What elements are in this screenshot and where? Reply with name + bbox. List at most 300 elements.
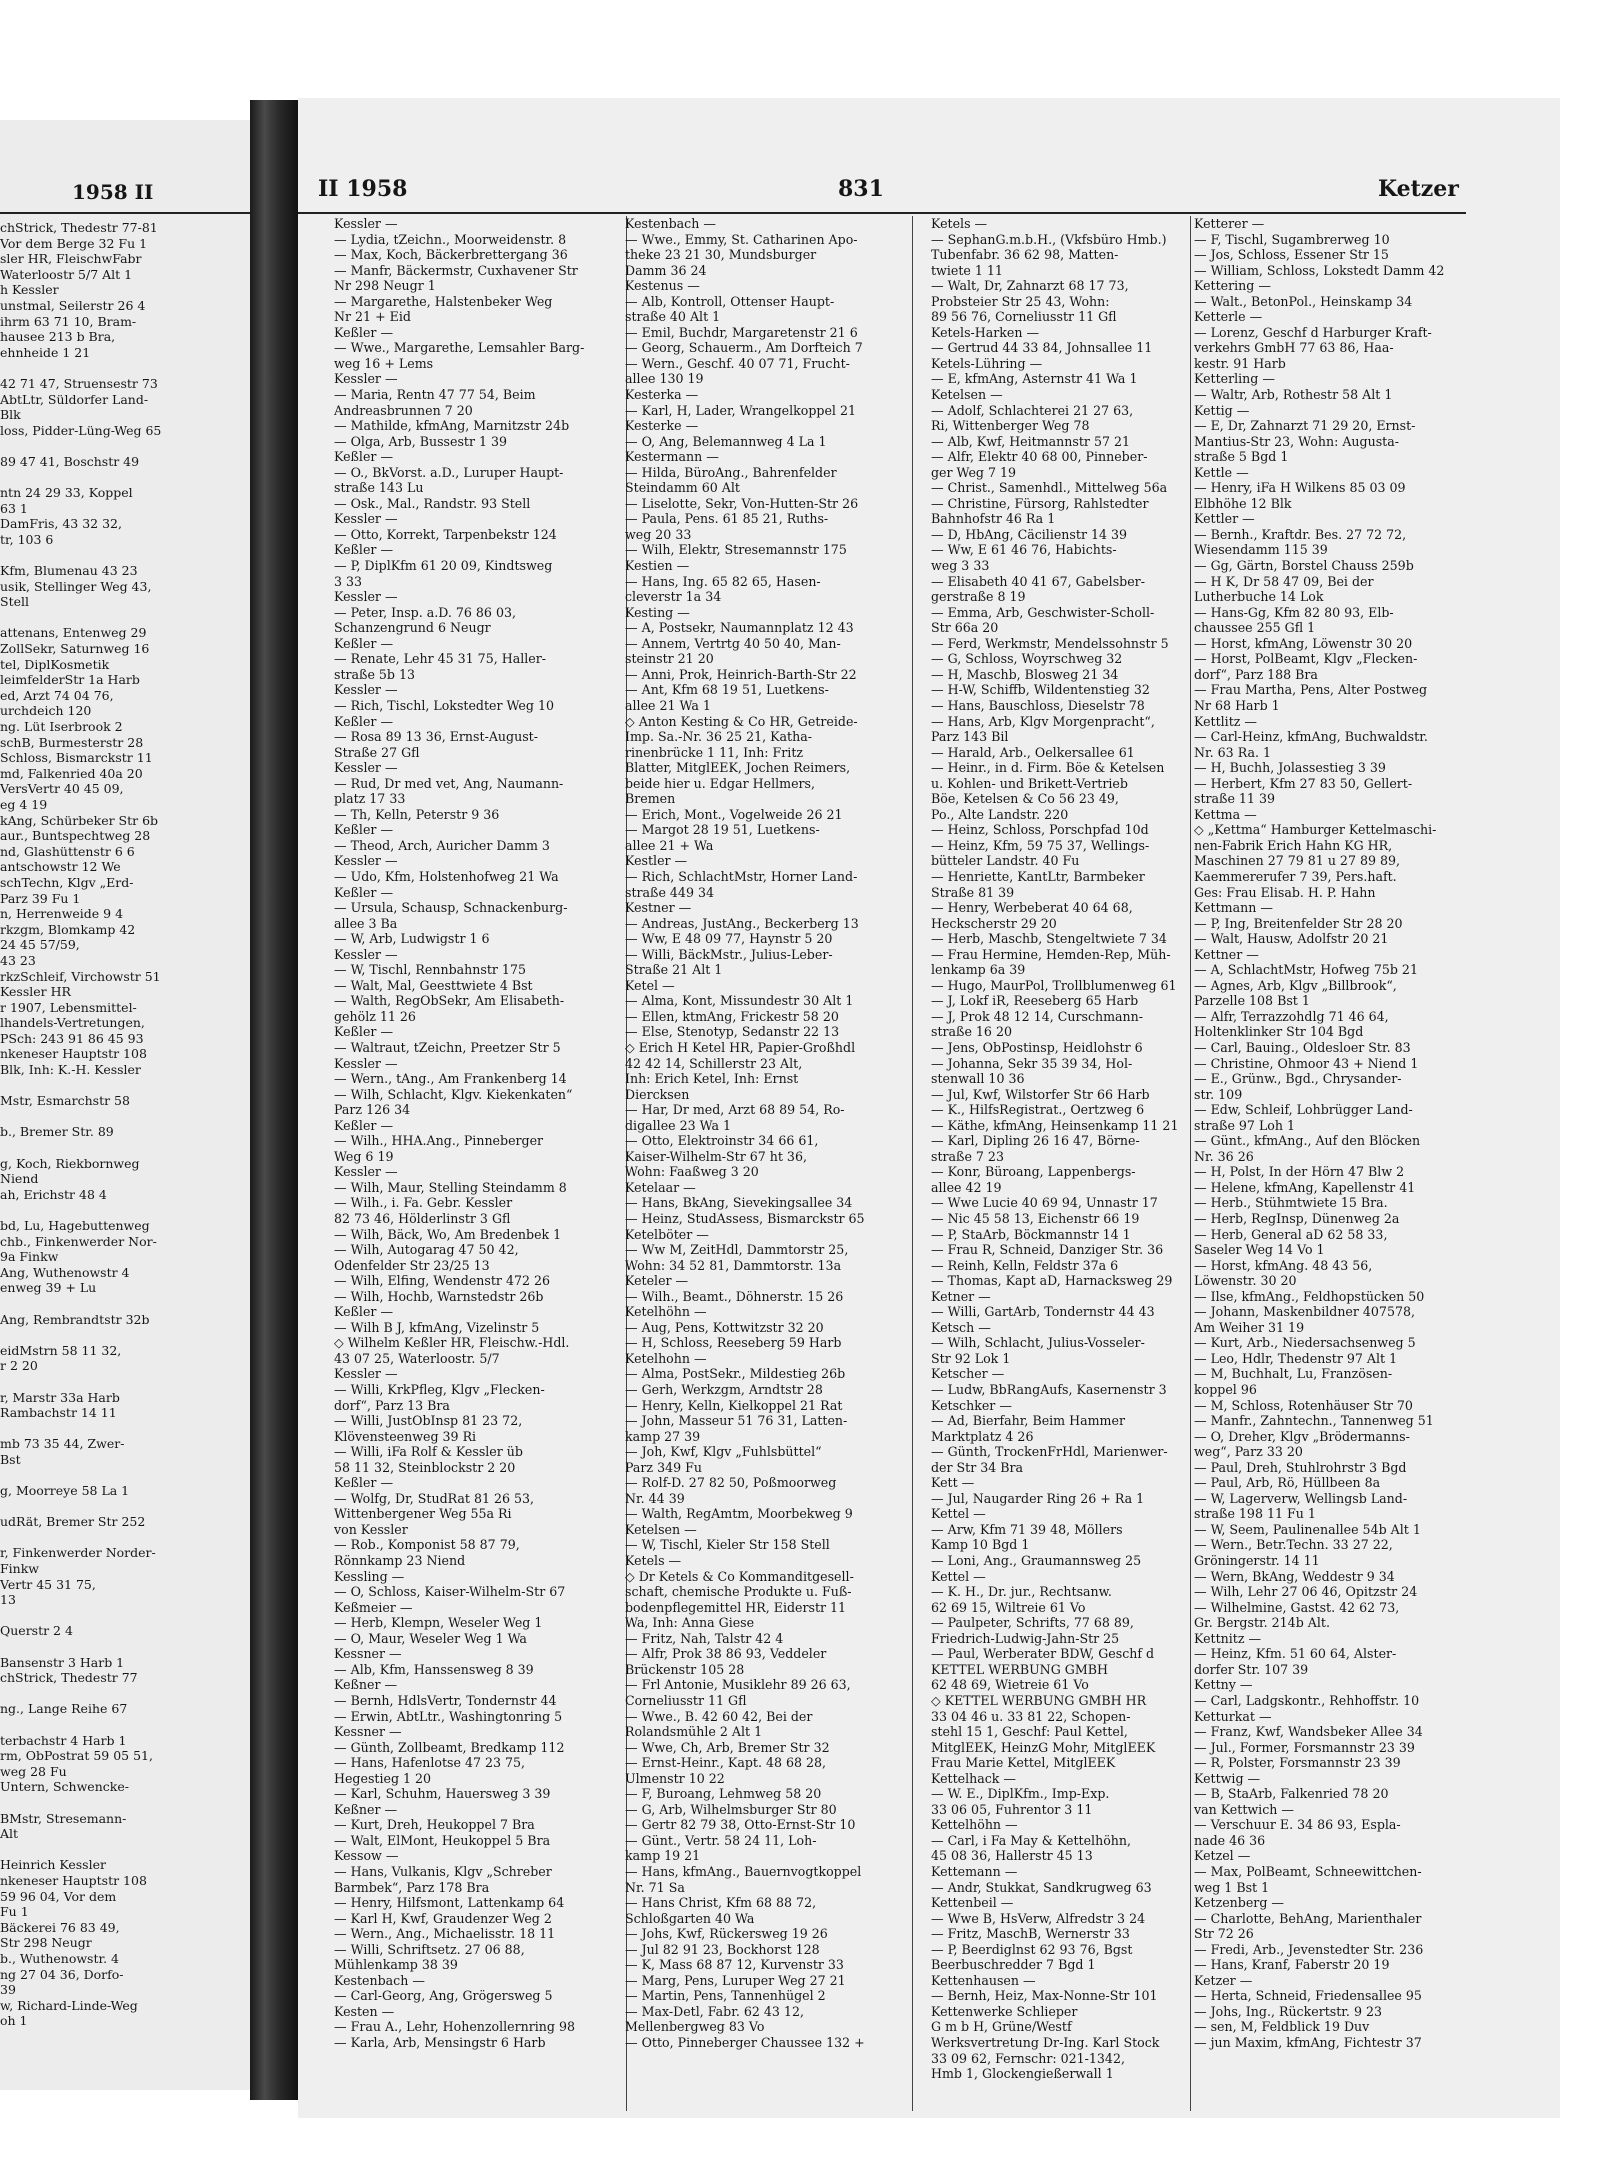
directory-line: enweg 39 + Lu xyxy=(0,1280,97,1296)
directory-line: Kestler — xyxy=(625,853,688,869)
directory-line: — Ferd, Werkmstr, Mendelssohnstr 5 xyxy=(931,635,1169,651)
directory-line: loss, Pidder-Lüng-Weg 65 xyxy=(0,422,162,438)
directory-line: — Jul., Former, Forsmannstr 23 39 xyxy=(1194,1739,1415,1755)
directory-line: — P, StaArb, Böckmannstr 14 1 xyxy=(931,1226,1131,1242)
directory-line: — Walth, RegAmtm, Moorbekweg 9 xyxy=(625,1506,853,1522)
directory-line: Kessler — xyxy=(334,682,398,698)
directory-line: Rolandsmühle 2 Alt 1 xyxy=(625,1724,763,1740)
directory-line: Löwenstr. 30 20 xyxy=(1194,1273,1297,1289)
directory-line: — Walt., BetonPol., Heinskamp 34 xyxy=(1194,293,1413,309)
directory-line: Kettelhöhn — xyxy=(931,1817,1018,1833)
directory-line: — Andreas, JustAng., Beckerberg 13 xyxy=(625,915,859,931)
directory-line: terbachstr 4 Harb 1 xyxy=(0,1732,127,1748)
directory-line: Nr. 71 Sa xyxy=(625,1879,685,1895)
directory-line: — Wilh., i. Fa. Gebr. Kessler xyxy=(334,1195,513,1211)
directory-line: platz 17 33 xyxy=(334,791,406,807)
directory-line: Kettenbeil — xyxy=(931,1895,1014,1911)
directory-line: allee 21 Wa 1 xyxy=(625,697,711,713)
directory-line: — Frl Antonie, Musiklehr 89 26 63, xyxy=(625,1677,851,1693)
directory-line: — H, Buchh, Jolassestieg 3 39 xyxy=(1194,760,1386,776)
directory-line: weg 1 Bst 1 xyxy=(1194,1879,1270,1895)
directory-line: — Horst, kfmAng, Löwenstr 30 20 xyxy=(1194,635,1413,651)
directory-line: — Ursula, Schausp, Schnackenburg- xyxy=(334,900,568,916)
directory-line: — Christ., Samenhdl., Mittelweg 56a xyxy=(931,480,1168,496)
directory-line: — W, Tischl, Rennbahnstr 175 xyxy=(334,962,526,978)
directory-line: — K., HilfsRegistrat., Oertzweg 6 xyxy=(931,1102,1145,1118)
directory-line: Rambachstr 14 11 xyxy=(0,1405,117,1421)
directory-line: Blk, Inh: K.-H. Kessler xyxy=(0,1062,141,1078)
directory-line: r, Finkenwerder Norder- xyxy=(0,1545,156,1561)
directory-line: Bäckerei 76 83 49, xyxy=(0,1919,120,1935)
directory-line: — Herb, Maschb, Stengeltwiete 7 34 xyxy=(931,931,1167,947)
directory-line: ah, Erichstr 48 4 xyxy=(0,1186,107,1202)
directory-line: — Frau Hermine, Hemden-Rep, Müh- xyxy=(931,946,1171,962)
directory-line: — Wwe, Ch, Arb, Bremer Str 32 xyxy=(625,1739,830,1755)
directory-line: Str 92 Lok 1 xyxy=(931,1350,1011,1366)
directory-line: — E, kfmAng, Asternstr 41 Wa 1 xyxy=(931,371,1138,387)
directory-line: — Helene, kfmAng, Kapellenstr 41 xyxy=(1194,1179,1416,1195)
directory-line: — Günth, TrockenFrHdl, Marienwer- xyxy=(931,1444,1168,1460)
directory-line: — Gertrud 44 33 84, Johnsallee 11 xyxy=(931,340,1153,356)
directory-line: — Horst, PolBeamt, Klgv „Flecken- xyxy=(1194,651,1418,667)
directory-line xyxy=(0,1296,245,1312)
directory-line: — Herbert, Kfm 27 83 50, Gellert- xyxy=(1194,775,1413,791)
directory-line: dorfer Str. 107 39 xyxy=(1194,1661,1309,1677)
directory-line: — Frau A., Lehr, Hohenzollernring 98 xyxy=(334,2019,575,2035)
directory-line xyxy=(0,1499,245,1515)
directory-line: Ketelhöhn — xyxy=(625,1304,707,1320)
directory-line: Ketterling — xyxy=(1194,371,1275,387)
directory-line: straße 449 34 xyxy=(625,884,714,900)
directory-line: ed, Arzt 74 04 76, xyxy=(0,687,114,703)
directory-line: rkzgm, Blomkamp 42 xyxy=(0,921,136,937)
directory-line: Parz 349 Fu xyxy=(625,1459,702,1475)
directory-line: — Heinr., in d. Firm. Böe & Ketelsen xyxy=(931,760,1165,776)
directory-line: dorf“, Parz 13 Bra xyxy=(334,1397,450,1413)
directory-line: twiete 1 11 xyxy=(931,262,1003,278)
directory-line: r, Marstr 33a Harb xyxy=(0,1389,120,1405)
page-header xyxy=(298,168,1466,214)
left-page-header xyxy=(0,172,250,214)
directory-line: weg 28 Fu xyxy=(0,1763,67,1779)
directory-line: Ketzenberg — xyxy=(1194,1895,1284,1911)
directory-line xyxy=(0,1686,245,1702)
directory-line: — Else, Stenotyp, Sedanstr 22 13 xyxy=(625,1024,840,1040)
directory-line: — Alb, Kwf, Heitmannstr 57 21 xyxy=(931,433,1130,449)
directory-line: Kessler HR xyxy=(0,984,71,1000)
directory-line: — Kurt, Arb., Niedersachsenweg 5 xyxy=(1194,1335,1416,1351)
directory-line: weg 16 + Lems xyxy=(334,355,434,371)
directory-column-3 xyxy=(931,216,1221,2082)
directory-line: Kessow — xyxy=(334,1848,399,1864)
directory-line: — R, Polster, Forsmannstr 23 39 xyxy=(1194,1755,1401,1771)
directory-line: Blk xyxy=(0,407,21,423)
directory-line: Ketels-Lühring — xyxy=(931,355,1043,371)
directory-line: — Ad, Bierfahr, Beim Hammer xyxy=(931,1413,1125,1429)
directory-line: Keßler — xyxy=(334,1117,394,1133)
directory-line: Kettmann — xyxy=(1194,900,1273,916)
directory-line: — Henry, Kelln, Kielkoppel 21 Rat xyxy=(625,1397,843,1413)
directory-line: Andreasbrunnen 7 20 xyxy=(334,402,473,418)
directory-line: — Bernh, Heiz, Max-Nonne-Str 101 xyxy=(931,1988,1158,2004)
page-number: 831 xyxy=(838,176,884,202)
directory-line: bodenpflegemittel HR, Eiderstr 11 xyxy=(625,1599,847,1615)
directory-line: — Alma, PostSekr., Mildestieg 26b xyxy=(625,1366,846,1382)
directory-line: Ketelaar — xyxy=(625,1179,696,1195)
directory-line: — O, Ang, Belemannweg 4 La 1 xyxy=(625,433,827,449)
directory-line: Kessler — xyxy=(334,511,398,527)
directory-line: — Henry, iFa H Wilkens 85 03 09 xyxy=(1194,480,1406,496)
directory-line: nen-Fabrik Erich Hahn KG HR, xyxy=(1194,837,1393,853)
directory-line: — Henry, Werbeberat 40 64 68, xyxy=(931,900,1133,916)
directory-line: Damm 36 24 xyxy=(625,262,707,278)
directory-line xyxy=(0,360,245,376)
directory-line: — Jul, Kwf, Wilstorfer Str 66 Harb xyxy=(931,1086,1150,1102)
directory-line: Kessler — xyxy=(334,216,398,231)
directory-line: — P, Beerdiglnst 62 93 76, Bgst xyxy=(931,1941,1133,1957)
directory-line: — D, HbAng, Cäcilienstr 14 39 xyxy=(931,526,1128,542)
directory-line: — Wwe B, HsVerw, Alfredstr 3 24 xyxy=(931,1910,1146,1926)
directory-line: Kessler — xyxy=(334,760,398,776)
directory-line: Schanzengrund 6 Neugr xyxy=(334,620,491,636)
directory-line: — Olga, Arb, Bussestr 1 39 xyxy=(334,433,508,449)
directory-line: — Johs, Ing., Rückertstr. 9 23 xyxy=(1194,2003,1382,2019)
directory-line: Schloss, Bismarckstr 11 xyxy=(0,750,153,766)
directory-line: 43 07 25, Waterloostr. 5/7 xyxy=(334,1350,500,1366)
directory-line: straße 40 Alt 1 xyxy=(625,309,721,325)
directory-line: — Wern., Ang., Michaelisstr. 18 11 xyxy=(334,1926,556,1942)
directory-line: 58 11 32, Steinblockstr 2 20 xyxy=(334,1459,516,1475)
directory-line: Elbhöhe 12 Blk xyxy=(1194,495,1292,511)
directory-line: Keßler — xyxy=(334,635,394,651)
directory-line: Keßler — xyxy=(334,1304,394,1320)
directory-line: weg“, Parz 33 20 xyxy=(1194,1444,1303,1460)
directory-line: — Johann, Maskenbildner 407578, xyxy=(1194,1304,1415,1320)
directory-line: Kesten — xyxy=(334,2003,395,2019)
directory-line: leimfelderStr 1a Harb xyxy=(0,672,140,688)
directory-line xyxy=(0,1374,245,1390)
directory-line: — Ellen, ktmAng, Frickestr 58 20 xyxy=(625,1008,839,1024)
directory-line: Hmb 1, Glockengießerwall 1 xyxy=(931,2066,1114,2082)
directory-line: — W. E., DiplKfm., Imp-Exp. xyxy=(931,1786,1110,1802)
directory-line: — sen, M, Feldblick 19 Duv xyxy=(1194,2019,1370,2035)
directory-line: — Jos, Schloss, Essener Str 15 xyxy=(1194,247,1389,263)
directory-line: — Martin, Pens, Tannenhügel 2 xyxy=(625,1988,826,2004)
directory-line: Böe, Ketelsen & Co 56 23 49, xyxy=(931,791,1119,807)
directory-line: — Franz, Kwf, Wandsbeker Allee 34 xyxy=(1194,1724,1423,1740)
directory-line: — Ludw, BbRangAufs, Kasernenstr 3 xyxy=(931,1382,1167,1398)
directory-line: kestr. 91 Harb xyxy=(1194,355,1286,371)
directory-line: — Henriette, KantLtr, Barmbeker xyxy=(931,868,1145,884)
directory-line: — Erwin, AbtLtr., Washingtonring 5 xyxy=(334,1708,563,1724)
directory-line: Ketel — xyxy=(625,977,675,993)
directory-line xyxy=(0,1078,245,1094)
directory-line: Ang, Rembrandtstr 32b xyxy=(0,1311,150,1327)
directory-line: allee 130 19 xyxy=(625,371,704,387)
directory-line: Heinrich Kessler xyxy=(0,1857,106,1873)
directory-line: 3 33 xyxy=(334,573,363,589)
directory-line: — Heinz, Kfm. 51 60 64, Alster- xyxy=(1194,1646,1397,1662)
directory-line: rkzSchleif, Virchowstr 51 xyxy=(0,968,161,984)
directory-line: Straße 21 Alt 1 xyxy=(625,962,723,978)
directory-line: Kessling — xyxy=(334,1568,405,1584)
directory-line: Probsteier Str 25 43, Wohn: xyxy=(931,293,1110,309)
directory-line: aur., Buntspechtweg 28 xyxy=(0,828,151,844)
directory-line: — Gg, Gärtn, Borstel Chauss 259b xyxy=(1194,558,1414,574)
directory-line: Kamp 10 Bgd 1 xyxy=(931,1537,1030,1553)
directory-line: — Har, Dr med, Arzt 68 89 54, Ro- xyxy=(625,1102,845,1118)
directory-line: steinstr 21 20 xyxy=(625,651,714,667)
directory-line: Kettma — xyxy=(1194,806,1257,822)
directory-line: Saseler Weg 14 Vo 1 xyxy=(1194,1242,1325,1258)
book-gutter xyxy=(250,100,298,2100)
directory-line: — Lorenz, Geschf d Harburger Kraft- xyxy=(1194,324,1432,340)
directory-line: ◇ Dr Ketels & Co Kommanditgesell- xyxy=(625,1568,854,1584)
directory-line: Keßler — xyxy=(334,822,394,838)
directory-line: — M, Buchhalt, Lu, Französen- xyxy=(1194,1366,1393,1382)
directory-line: ehnheide 1 21 xyxy=(0,344,91,360)
directory-line: — Hans, kfmAng., Bauernvogtkoppel xyxy=(625,1863,862,1879)
directory-line: straße 5 Bgd 1 xyxy=(1194,449,1289,465)
directory-line: Tubenfabr. 36 62 98, Matten- xyxy=(931,247,1119,263)
directory-line: Keßler — xyxy=(334,1024,394,1040)
directory-line: — Christine, Fürsorg, Rahlstedter xyxy=(931,495,1149,511)
directory-line: b., Bremer Str. 89 xyxy=(0,1124,114,1140)
directory-line: — Rich, Tischl, Lokstedter Weg 10 xyxy=(334,697,554,713)
directory-line: — jun Maxim, kfmAng, Fichtestr 37 xyxy=(1194,2034,1422,2050)
directory-line: Kessler — xyxy=(334,1366,398,1382)
directory-line: — Osk., Mal., Randstr. 93 Stell xyxy=(334,495,531,511)
directory-line: — Wwe., B. 42 60 42, Bei der xyxy=(625,1708,813,1724)
directory-line: — Mathilde, kfmAng, Marnitzstr 24b xyxy=(334,418,570,434)
directory-line: — Margot 28 19 51, Luetkens- xyxy=(625,822,820,838)
directory-line: — Wwe., Emmy, St. Catharinen Apo- xyxy=(625,231,858,247)
directory-line: — Liselotte, Sekr, Von-Hutten-Str 26 xyxy=(625,495,859,511)
directory-line: — Willi, GartArb, Tondernstr 44 43 xyxy=(931,1304,1155,1320)
directory-line: Po., Alte Landstr. 220 xyxy=(931,806,1069,822)
directory-line: Bahnhofstr 46 Ra 1 xyxy=(931,511,1056,527)
directory-line: Bremen xyxy=(625,791,676,807)
directory-line: — Hans, Hafenlotse 47 23 75, xyxy=(334,1755,526,1771)
directory-line: beide hier u. Edgar Hellmers, xyxy=(625,775,816,791)
header-year: II 1958 xyxy=(318,176,408,202)
directory-line: 63 1 xyxy=(0,500,28,516)
directory-line: gerstraße 8 19 xyxy=(931,589,1026,605)
directory-line: Marktplatz 4 26 xyxy=(931,1428,1034,1444)
directory-line: — O., BkVorst. a.D., Luruper Haupt- xyxy=(334,464,564,480)
directory-line: Kessler — xyxy=(334,1055,398,1071)
directory-line: lenkamp 6a 39 xyxy=(931,962,1026,978)
directory-line xyxy=(0,1795,245,1811)
directory-line: usik, Stellinger Weg 43, xyxy=(0,578,152,594)
directory-line: — P, Ing, Breitenfelder Str 28 20 xyxy=(1194,915,1403,931)
directory-line: — Carl-Heinz, kfmAng, Buchwaldstr. xyxy=(1194,729,1428,745)
directory-line: Untern, Schwencke- xyxy=(0,1779,129,1795)
directory-line: — Wern., tAng., Am Frankenberg 14 xyxy=(334,1071,567,1087)
directory-line: — Emil, Buchdr, Margaretenstr 21 6 xyxy=(625,324,858,340)
directory-line: — Karl, Schuhm, Hauersweg 3 39 xyxy=(334,1786,551,1802)
directory-line: Lutherbuche 14 Lok xyxy=(1194,589,1324,605)
directory-line: — Alb, Kontroll, Ottenser Haupt- xyxy=(625,293,835,309)
directory-line: gehölz 11 26 xyxy=(334,1008,416,1024)
directory-line: Mühlenkamp 38 39 xyxy=(334,1957,458,1973)
left-page-fragment xyxy=(0,120,250,2090)
directory-line: ihrm 63 71 10, Bram- xyxy=(0,313,137,329)
directory-line: — Hugo, MaurPol, Trollblumenweg 61 xyxy=(931,977,1177,993)
directory-line: — W, Seem, Paulinenallee 54b Alt 1 xyxy=(1194,1521,1421,1537)
directory-line: Finkw xyxy=(0,1561,39,1577)
directory-line: Bansenstr 3 Harb 1 xyxy=(0,1654,125,1670)
directory-line: Parz 39 Fu 1 xyxy=(0,890,81,906)
directory-line: — Heinz, Kfm, 59 75 37, Wellings- xyxy=(931,837,1150,853)
directory-line: chStrick, Thedestr 77 xyxy=(0,1670,138,1686)
directory-line: bd, Lu, Hagebuttenweg xyxy=(0,1218,150,1233)
directory-line: nd, Glashüttenstr 6 6 xyxy=(0,843,135,859)
directory-line: — Th, Kelln, Peterstr 9 36 xyxy=(334,806,500,822)
directory-line: — Paul, Werberater BDW, Geschf d xyxy=(931,1646,1155,1662)
directory-line: Heckscherstr 29 20 xyxy=(931,915,1057,931)
directory-line: van Kettwich — xyxy=(1194,1801,1294,1817)
directory-line: rm, ObPostrat 59 05 51, xyxy=(0,1748,153,1764)
directory-line: Parzelle 108 Bst 1 xyxy=(1194,993,1310,1009)
directory-line: attenans, Entenweg 29 xyxy=(0,625,147,641)
directory-line: hausee 213 b Bra, xyxy=(0,329,116,345)
directory-line: ◇ Erich H Ketel HR, Papier-Großhdl xyxy=(625,1039,856,1055)
directory-line: Kesterka — xyxy=(625,387,699,403)
directory-line: — Erich, Mont., Vogelweide 26 21 xyxy=(625,806,843,822)
directory-line: rinenbrücke 1 11, Inh: Fritz xyxy=(625,744,804,760)
directory-line: — Otto, Elektroinstr 34 66 61, xyxy=(625,1133,819,1149)
directory-line: — Rob., Komponist 58 87 79, xyxy=(334,1537,520,1553)
directory-line: Parz 143 Bil xyxy=(931,729,1009,745)
directory-line: allee 3 Ba xyxy=(334,915,398,931)
directory-line xyxy=(0,1140,245,1156)
directory-line: Kettner — xyxy=(1194,946,1259,962)
directory-line: — Willi, iFa Rolf & Kessler üb xyxy=(334,1444,523,1460)
directory-line: — Rosa 89 13 36, Ernst-August- xyxy=(334,729,538,745)
directory-line: ger Weg 7 19 xyxy=(931,464,1017,480)
directory-line: Kettelhack — xyxy=(931,1770,1017,1786)
directory-line: Nr. 63 Ra. 1 xyxy=(1194,744,1271,760)
directory-line: — Renate, Lehr 45 31 75, Haller- xyxy=(334,651,546,667)
directory-line: — Georg, Schauerm., Am Dorfteich 7 xyxy=(625,340,863,356)
directory-line: — Paulpeter, Schrifts, 77 68 89, xyxy=(931,1615,1134,1631)
directory-line: Ketterle — xyxy=(1194,309,1263,325)
directory-line: — K, Mass 68 87 12, Kurvenstr 33 xyxy=(625,1957,844,1973)
directory-line: Stell xyxy=(0,594,29,610)
directory-line: Kessner — xyxy=(334,1646,402,1662)
directory-line: schB, Burmesterstr 28 xyxy=(0,734,144,750)
directory-line: schTechn, Klgv „Erd- xyxy=(0,874,134,890)
directory-line: — Karl, Dipling 26 16 47, Börne- xyxy=(931,1133,1140,1149)
directory-line: Kettel — xyxy=(931,1506,986,1522)
directory-line: ng. Lüt Iserbrook 2 xyxy=(0,719,123,734)
directory-line: Am Weiher 31 19 xyxy=(1194,1319,1305,1335)
directory-line: straße 5b 13 xyxy=(334,666,416,682)
directory-line: — Hans, Ing. 65 82 65, Hasen- xyxy=(625,573,821,589)
directory-line: — Heinz, StudAssess, Bismarckstr 65 xyxy=(625,1211,865,1226)
directory-line: Wa, Inh: Anna Giese xyxy=(625,1615,755,1631)
directory-line: h Kessler xyxy=(0,282,59,298)
directory-line: — Verschuur E. 34 86 93, Espla- xyxy=(1194,1817,1401,1833)
directory-line: — Herb., Stühmtwiete 15 Bra. xyxy=(1194,1195,1388,1211)
directory-line: Ketscher — xyxy=(931,1366,1005,1382)
left-page-header-text: 1958 II xyxy=(72,180,154,204)
directory-line: — Günth, Zollbeamt, Bredkamp 112 xyxy=(334,1739,565,1755)
directory-line: Mstr, Esmarchstr 58 xyxy=(0,1093,130,1109)
directory-line xyxy=(0,1639,245,1655)
directory-line: — A, Postsekr, Naumannplatz 12 43 xyxy=(625,620,854,636)
directory-line: Mantius-Str 23, Wohn: Augusta- xyxy=(1194,433,1399,449)
directory-line: 82 73 46, Hölderlinstr 3 Gfl xyxy=(334,1211,511,1226)
directory-line: — Carl, Bauing., Oldesloer Str. 83 xyxy=(1194,1039,1411,1055)
directory-line: — G, Schloss, Woyrschweg 32 xyxy=(931,651,1123,667)
directory-line: nkeneser Hauptstr 108 xyxy=(0,1872,147,1888)
directory-line: — Hans, BkAng, Sievekingsallee 34 xyxy=(625,1195,853,1211)
directory-line: — Wilh, Lehr 27 06 46, Opitzstr 24 xyxy=(1194,1584,1418,1600)
directory-line: Wohn: Faaßweg 3 20 xyxy=(625,1164,759,1180)
directory-line: — A, SchlachtMstr, Hofweg 75b 21 xyxy=(1194,962,1418,978)
directory-line: Ketels — xyxy=(931,216,988,231)
directory-line: Straße 81 39 xyxy=(931,884,1015,900)
directory-line: — Wilhelmine, Gastst. 42 62 73, xyxy=(1194,1599,1400,1615)
directory-line: Nr. 36 26 xyxy=(1194,1148,1254,1164)
directory-line: — Udo, Kfm, Holstenhofweg 21 Wa xyxy=(334,868,559,884)
directory-line: Kesting — xyxy=(625,604,690,620)
directory-line: Kfm, Blumenau 43 23 xyxy=(0,563,138,579)
directory-line: oh 1 xyxy=(0,2013,28,2029)
directory-line: Keßler — xyxy=(334,324,394,340)
directory-line: — Aug, Pens, Kottwitzstr 32 20 xyxy=(625,1319,824,1335)
directory-line: straße 11 39 xyxy=(1194,791,1275,807)
directory-line: str. 109 xyxy=(1194,1086,1243,1102)
directory-line: verkehrs GmbH 77 63 86, Haa- xyxy=(1194,340,1394,356)
directory-line: — H, Schloss, Reeseberg 59 Harb xyxy=(625,1335,842,1351)
directory-line: — W, Arb, Ludwigstr 1 6 xyxy=(334,931,490,947)
directory-line: — Charlotte, BehAng, Marienthaler xyxy=(1194,1910,1422,1926)
directory-line: Nr 68 Harb 1 xyxy=(1194,697,1280,713)
directory-line: Kaemmererufer 7 39, Pers.haft. xyxy=(1194,868,1397,884)
directory-line: chaussee 255 Gfl 1 xyxy=(1194,620,1316,636)
directory-line: Querstr 2 4 xyxy=(0,1623,73,1639)
directory-line: straße 198 11 Fu 1 xyxy=(1194,1506,1316,1522)
directory-line: — Paul, Arb, Rö, Hüllbeen 8a xyxy=(1194,1475,1381,1491)
directory-line: Ketterer — xyxy=(1194,216,1265,231)
directory-line xyxy=(0,1842,245,1858)
directory-line: — Carl-Georg, Ang, Grögersweg 5 xyxy=(334,1988,553,2004)
directory-line: ng., Lange Reihe 67 xyxy=(0,1701,128,1717)
directory-line: — Hans-Gg, Kfm 82 80 93, Elb- xyxy=(1194,604,1394,620)
directory-line: — Ilse, kfmAng., Feldhopstücken 50 xyxy=(1194,1288,1425,1304)
directory-line: — Wern, BkAng, Weddestr 9 34 xyxy=(1194,1568,1395,1584)
directory-line: allee 21 + Wa xyxy=(625,837,714,853)
directory-line: — Gertr 82 79 38, Otto-Ernst-Str 10 xyxy=(625,1817,856,1833)
directory-line: Kessler — xyxy=(334,371,398,387)
directory-line: Ri, Wittenberger Weg 78 xyxy=(931,418,1090,434)
directory-line: theke 23 21 30, Mundsburger xyxy=(625,247,817,263)
directory-line: — Alma, Kont, Missundestr 30 Alt 1 xyxy=(625,993,854,1009)
directory-line: — Harald, Arb., Oelkersallee 61 xyxy=(931,744,1135,760)
directory-line: BMstr, Stresemann- xyxy=(0,1810,127,1826)
directory-line: — Anni, Prok, Heinrich-Barth-Str 22 xyxy=(625,666,857,682)
directory-line: — Waltraut, tZeichn, Preetzer Str 5 xyxy=(334,1039,561,1055)
directory-line xyxy=(0,1608,245,1624)
directory-line: weg 3 33 xyxy=(931,558,990,574)
directory-line: der Str 34 Bra xyxy=(931,1459,1024,1475)
directory-line: Frau Marie Kettel, MitglEEK xyxy=(931,1755,1116,1771)
directory-line: 39 xyxy=(0,1982,16,1998)
directory-line: Keßler — xyxy=(334,542,394,558)
